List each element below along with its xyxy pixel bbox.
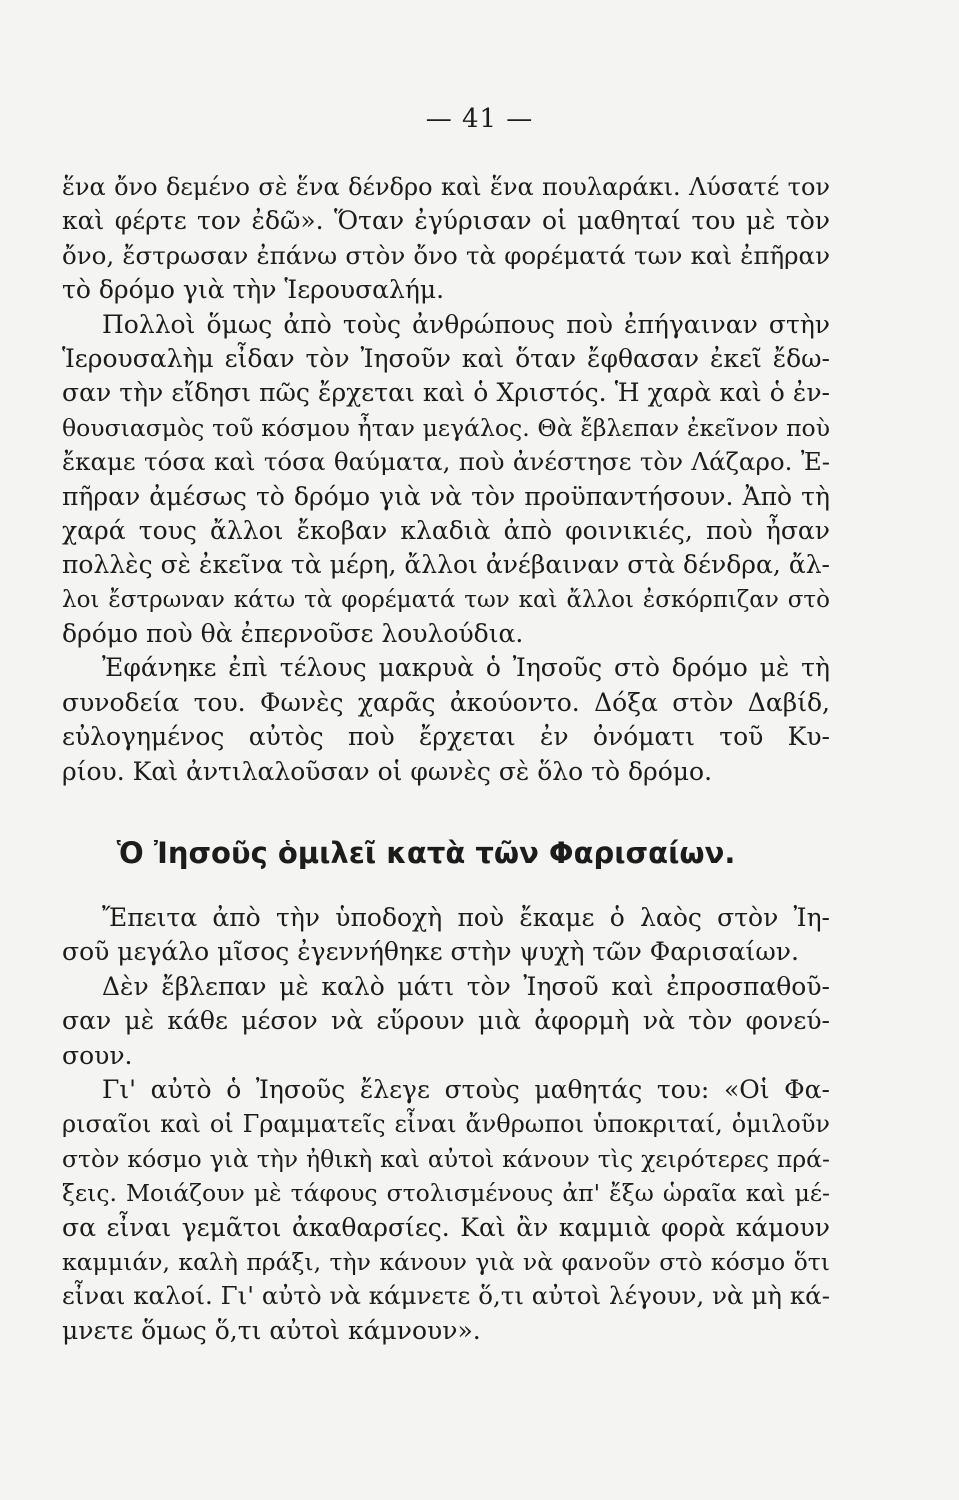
text-line: Δὲν ἔβλεπαν μὲ καλὸ μάτι τὸν Ἰησοῦ καὶ ἐπροσπαθοῦ- [102,971,830,1001]
text-line: εἶναι καλοί. Γι' αὐτὸ νὰ κάμνετε ὅ,τι αὐτοὶ λέγουν, νὰ μὴ κά- [62,1281,830,1311]
text-line: στὸν κόσμο γιὰ τὴν ἠθικὴ καὶ αὐτοὶ κάνουν τὶς χειρότερες πρά- [62,1144,830,1173]
text-line: συνοδεία του. Φωνὲς χαρᾶς ἀκούοντο. Δόξα στὸν Δαβίδ, [62,687,830,717]
text-line: σουν. [62,1040,133,1070]
text-line: θουσιασμὸς τοῦ κόσμου ἦταν μεγάλος. Θὰ ἔβλεπαν ἐκεῖνον ποὺ [62,413,830,442]
text-line: δρόμο ποὺ θὰ ἐπερνοῦσε λουλούδια. [62,619,524,649]
text-line: Ἐφάνηκε ἐπὶ τέλους μακρυὰ ὁ Ἰησοῦς στὸ δρόμο μὲ τὴ [102,653,830,683]
text-line: καμμιάν, καλὴ πράξι, τὴν κάνουν γιὰ νὰ φανοῦν στὸ κόσμο ὅτι [62,1247,830,1276]
text-line: τὸ δρόμο γιὰ τὴν Ἱερουσαλήμ. [62,275,445,305]
section-heading: Ὁ Ἰησοῦς ὁμιλεῖ κατὰ τῶν Φαρισαίων. [116,836,736,871]
text-line: πολλὲς σὲ ἐκεῖνα τὰ μέρη, ἄλλοι ἀνέβαιναν στὰ δένδρα, ἄλ- [62,550,830,580]
text-line: καὶ φέρτε τον ἐδῶ». Ὅταν ἐγύρισαν οἱ μαθηταί του μὲ τὸν [62,206,830,236]
text-line: σαν τὴν εἴδησι πῶς ἔρχεται καὶ ὁ Χριστός. Ἡ χαρὰ καὶ ὁ ἐν- [62,378,830,408]
text-line: ἕνα ὄνο δεμένο σὲ ἕνα δένδρο καὶ ἕνα πουλαράκι. Λύσατέ τον [62,173,830,201]
section-2-paragraphs [62,901,830,1348]
text-line: ξεις. Μοιάζουν μὲ τάφους στολισμένους ἀπ' ἔξω ὡραῖα καὶ μέ- [62,1179,830,1208]
text-line: ἔκαμε τόσα καὶ τόσα θαύματα, ποὺ ἀνέστησε τὸν Λάζαρο. Ἐ- [62,447,830,477]
text-line: χαρά τους ἄλλοι ἔκοβαν κλαδιὰ ἀπὸ φοινικιές, ποὺ ἦσαν [62,515,830,545]
text-line: ρισαῖοι καὶ οἱ Γραμματεῖς εἶναι ἄνθρωποι ὑποκριταί, ὁμιλοῦν [62,1110,830,1139]
text-line: Ἔπειτα ἀπὸ τὴν ὑποδοχὴ ποὺ ἔκαμε ὁ λαὸς στὸν Ἰη- [102,903,830,933]
page-number: — 41 — [425,104,534,134]
text-line: σα εἶναι γεμᾶτοι ἀκαθαρσίες. Καὶ ἂν καμμιὰ φορὰ κάμουν [62,1212,830,1242]
text-line: εὐλογημένος αὐτὸς ποὺ ἔρχεται ἐν ὀνόματι τοῦ Κυ- [62,722,830,752]
text-line: πῆραν ἀμέσως τὸ δρόμο γιὰ νὰ τὸν προϋπαντήσουν. Ἀπὸ τὴ [62,481,830,511]
text-line: λοι ἔστρωναν κάτω τὰ φορέματά των καὶ ἄλλοι ἐσκόρπιζαν στὸ [62,586,830,613]
section-1-paragraphs [62,170,830,789]
text-line: ὄνο, ἔστρωσαν ἐπάνω στὸν ὄνο τὰ φορέματά των καὶ ἐπῆραν [62,240,830,270]
text-line: Γι' αὐτὸ ὁ Ἰησοῦς ἔλεγε στοὺς μαθητάς του: «Οἱ Φα- [102,1074,830,1104]
body-text [62,170,830,1348]
text-line: Πολλοὶ ὅμως ἀπὸ τοὺς ἀνθρώπους ποὺ ἐπήγαιναν στὴν [102,309,830,339]
text-line: ρίου. Καὶ ἀντιλαλοῦσαν οἱ φωνὲς σὲ ὅλο τὸ δρόμο. [62,756,713,786]
text-line: σοῦ μεγάλο μῖσος ἐγεννήθηκε στὴν ψυχὴ τῶν Φαρισαίων. [62,937,799,967]
text-line: μνετε ὅμως ὅ,τι αὐτοὶ κάμνουν». [62,1315,481,1345]
text-line: σαν μὲ κάθε μέσον νὰ εὕρουν μιὰ ἀφορμὴ νὰ τὸν φονεύ- [62,1006,830,1036]
text-line: Ἱερουσαλὴμ εἶδαν τὸν Ἰησοῦν καὶ ὅταν ἔφθασαν ἐκεῖ ἔδω- [62,343,830,373]
